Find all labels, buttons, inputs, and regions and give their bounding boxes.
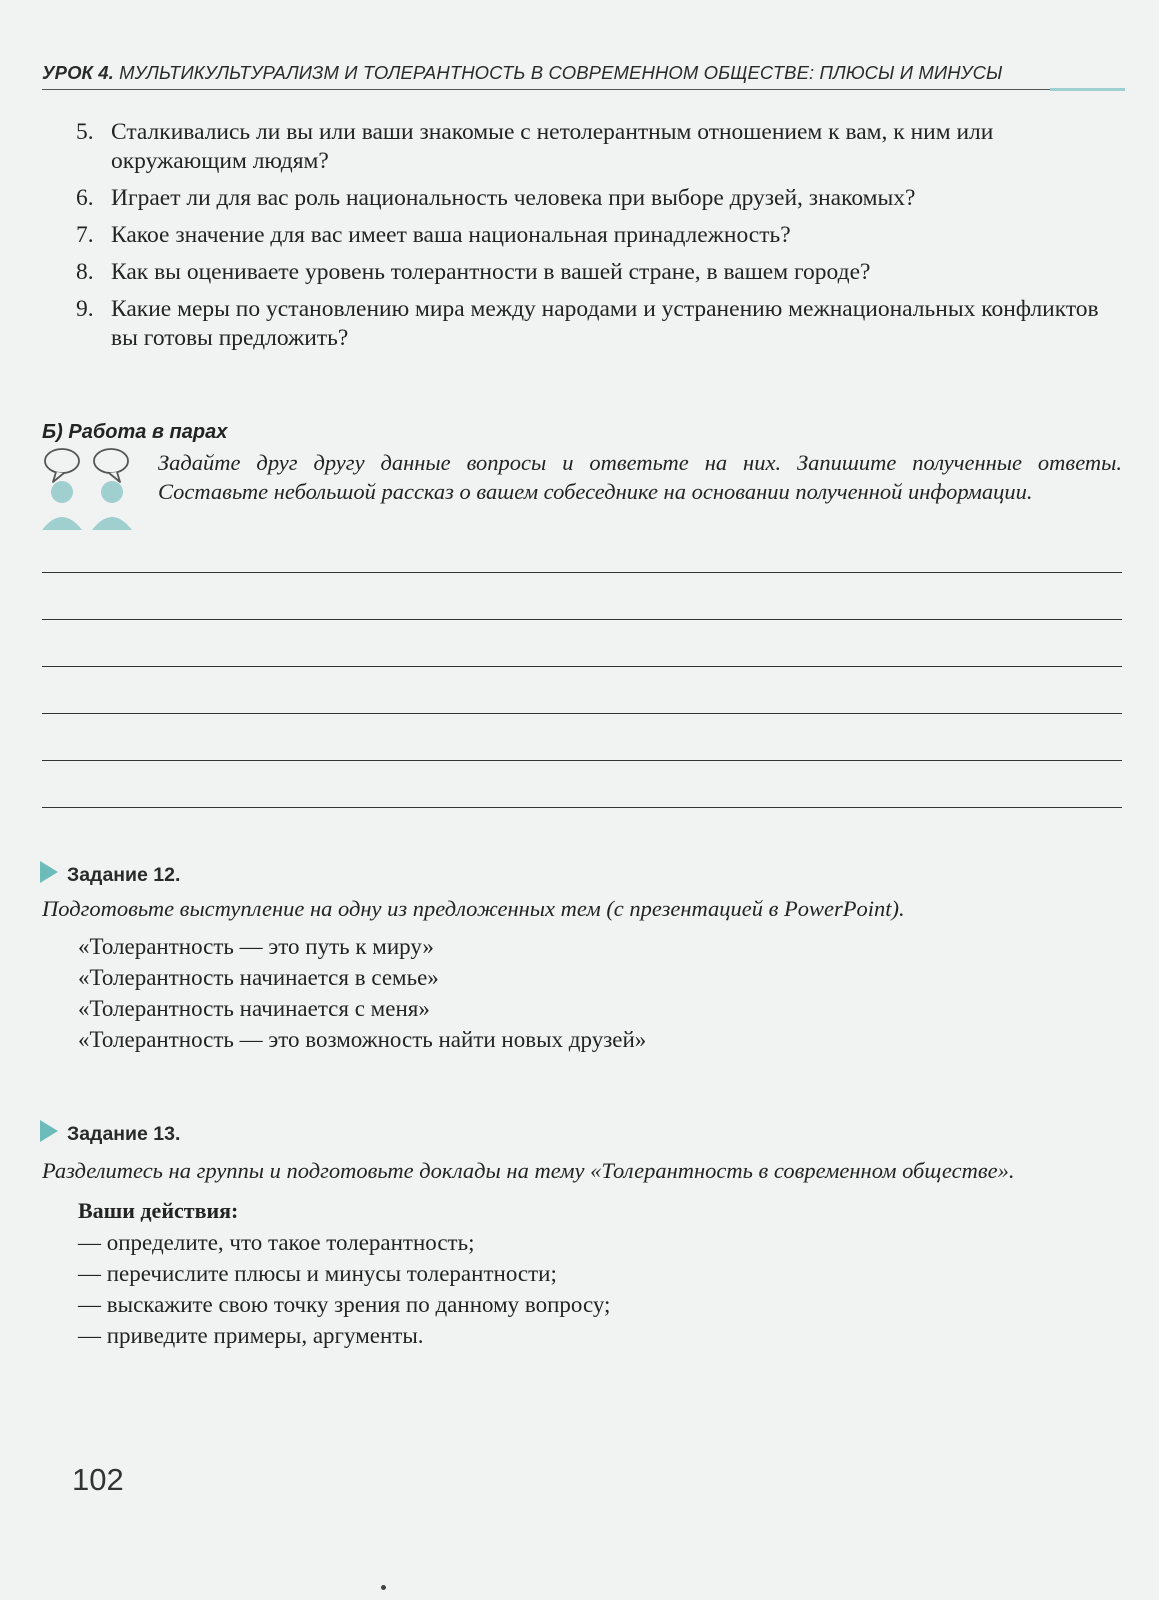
action-list <box>78 1227 1078 1351</box>
answer-line[interactable] <box>42 560 1122 573</box>
question-item <box>76 221 1122 250</box>
task-12-description: Подготовьте выступление на одну из предложенных тем (с презентацией в PowerPoint). <box>42 896 905 921</box>
question-text: Как вы оцениваете уровень толерантности в вашей стране, в вашем городе? <box>111 259 871 285</box>
answer-line[interactable] <box>42 573 1122 620</box>
question-item <box>76 118 1122 176</box>
question-item <box>76 258 1122 287</box>
question-number: 5. <box>76 119 94 145</box>
question-item <box>76 295 1122 353</box>
question-text: Играет ли для вас роль национальность человека при выборе друзей, знакомых? <box>111 185 916 211</box>
topic-list <box>78 931 1078 1055</box>
question-number: 7. <box>76 222 94 248</box>
lesson-number: УРОК 4. <box>42 62 114 83</box>
action-item: — выскажите свою точку зрения по данному вопросу; <box>78 1292 611 1317</box>
task-13-description: Разделитесь на группы и подготовьте доклады на тему «Толерантность в современном обществе». <box>42 1158 1015 1183</box>
lesson-title: МУЛЬТИКУЛЬТУРАЛИЗМ И ТОЛЕРАНТНОСТЬ В СОВРЕМЕННОМ ОБЩЕСТВЕ: ПЛЮСЫ И МИНУСЫ <box>119 62 1003 83</box>
topic-item: «Толерантность — это возможность найти новых друзей» <box>78 1027 647 1052</box>
question-item <box>76 184 1122 213</box>
triangle-marker-icon <box>40 861 58 883</box>
question-number: 9. <box>76 296 94 322</box>
task-12-title: Задание 12. <box>67 864 181 886</box>
action-item: — приведите примеры, аргументы. <box>78 1323 424 1348</box>
topic-item: «Толерантность начинается в семье» <box>78 965 439 990</box>
answer-line[interactable] <box>42 667 1122 714</box>
action-item: — перечислите плюсы и минусы толерантности; <box>78 1261 557 1286</box>
header-accent-bar <box>1050 88 1125 91</box>
print-speck <box>381 1585 386 1590</box>
answer-line[interactable] <box>42 714 1122 761</box>
action-item: — определите, что такое толерантность; <box>78 1230 475 1255</box>
question-number: 8. <box>76 259 94 285</box>
task-13-title: Задание 13. <box>67 1123 181 1145</box>
running-header <box>42 62 1122 84</box>
question-list <box>76 118 1122 361</box>
question-text: Какие меры по установлению мира между народами и устранению межнациональных конфликтов вы готовы предложить? <box>111 296 1099 351</box>
pair-work-heading: Б) Работа в парах <box>42 421 228 443</box>
answer-line[interactable] <box>42 620 1122 667</box>
pair-work-instructions: Задайте друг другу данные вопросы и ответьте на них. Запишите полученные ответы. Составьте небольшой рассказ о вашем собеседнике на основании полученной информации. <box>158 450 1122 504</box>
topic-item: «Толерантность начинается с меня» <box>78 996 430 1021</box>
page-number: 102 <box>72 1462 124 1497</box>
question-text: Сталкивались ли вы или ваши знакомые с нетолерантным отношением к вам, к ним или окружающим людям? <box>111 119 994 174</box>
task-12-heading <box>40 861 180 887</box>
question-number: 6. <box>76 185 94 211</box>
answer-line[interactable] <box>42 761 1122 808</box>
header-rule <box>42 89 1122 90</box>
answer-lines[interactable] <box>42 560 1122 808</box>
question-text: Какое значение для вас имеет ваша национальная принадлежность? <box>111 222 791 248</box>
triangle-marker-icon <box>40 1120 58 1142</box>
actions-heading: Ваши действия: <box>78 1198 239 1223</box>
pair-work-icon <box>40 446 136 532</box>
topic-item: «Толерантность — это путь к миру» <box>78 934 434 959</box>
task-13-heading <box>40 1120 180 1146</box>
